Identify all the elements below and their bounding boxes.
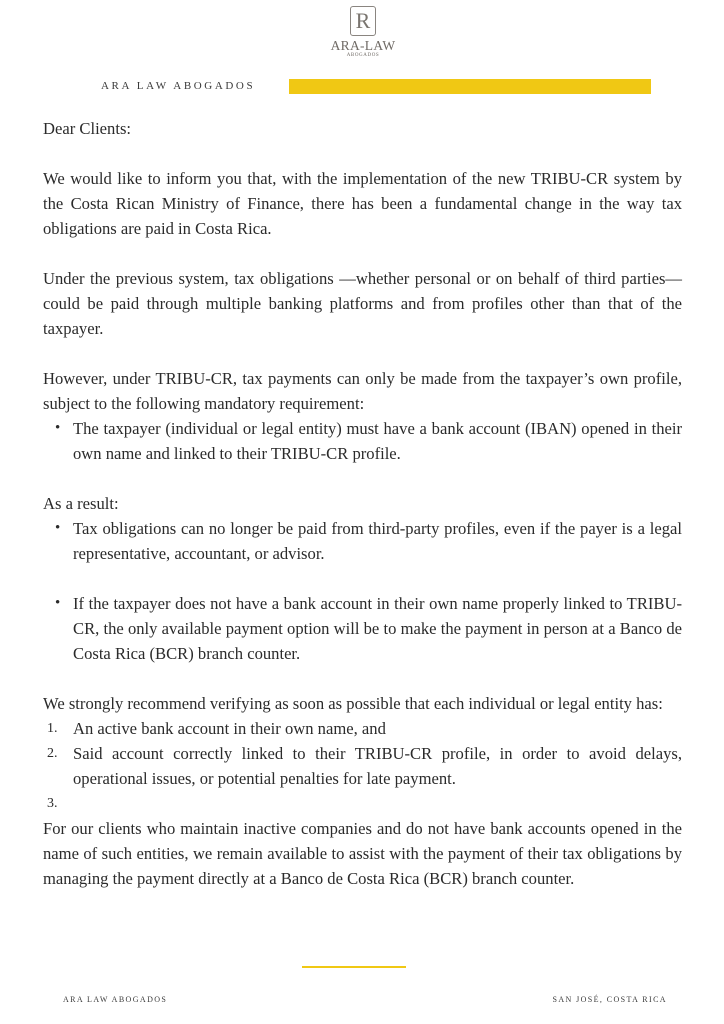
result-item: • Tax obligations can no longer be paid from third-party profiles, even if the payer is a legal representative, accountant, or advisor.: [73, 516, 682, 566]
recommend-item: 1. An active bank account in their own name, and: [47, 719, 386, 738]
result-list: [43, 516, 682, 666]
firm-logo: [318, 6, 408, 70]
logo-name: ARA-LAW: [330, 38, 396, 53]
paragraph-previous-system: Under the previous system, tax obligations —whether personal or on behalf of third parties— could be paid through multiple banking platforms and from profiles other than that of the taxpayer.: [43, 269, 682, 338]
footer-accent-line: [302, 966, 406, 968]
result-item: • If the taxpayer does not have a bank account in their own name properly linked to TRIBU-CR, the only available payment option will be to make the payment in person at a Banco de Costa Rica (BCR) branch counter.: [73, 591, 682, 666]
logo-subtitle: ABOGADOS: [346, 53, 380, 58]
requirement-list: [43, 416, 682, 466]
logo-monogram-icon: R: [350, 6, 376, 36]
header-accent-bar: [289, 79, 651, 94]
letter-body: [43, 116, 682, 891]
recommend-list: [43, 716, 682, 816]
recommend-item: 3.: [47, 796, 58, 811]
firm-header-name: ARA LAW ABOGADOS: [101, 80, 256, 92]
requirement-item: • The taxpayer (individual or legal entity) must have a bank account (IBAN) opened in their own name and linked to their TRIBU-CR profile.: [73, 416, 682, 466]
recommend-intro: We strongly recommend verifying as soon as possible that each individual or legal entity has:: [43, 694, 663, 713]
footer-firm-name: ARA LAW ABOGADOS: [63, 995, 168, 1004]
paragraph-tribu-cr: However, under TRIBU-CR, tax payments can only be made from the taxpayer’s own profile, subject to the following mandatory requirement:: [43, 369, 682, 413]
salutation: Dear Clients:: [43, 119, 132, 138]
recommend-item: 2. Said account correctly linked to their TRIBU-CR profile, in order to avoid delays, operational issues, or potential penalties for late payment.: [47, 744, 682, 788]
result-intro: As a result:: [43, 494, 119, 513]
paragraph-intro: We would like to inform you that, with the implementation of the new TRIBU-CR system by the Costa Rican Ministry of Finance, there has been a fundamental change in the way tax obligations are paid in Costa Rica.: [43, 169, 682, 238]
footer-location: SAN JOSÉ, COSTA RICA: [552, 995, 667, 1004]
closing-paragraph: For our clients who maintain inactive companies and do not have bank accounts opened in the name of such entities, we remain available to assist with the payment of their tax obligations by managing the payment directly at a Banco de Costa Rica (BCR) branch counter.: [43, 819, 682, 888]
